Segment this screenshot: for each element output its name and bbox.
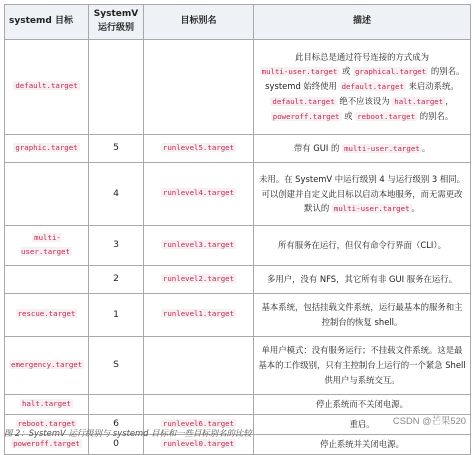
target-name: multi-user.target (21, 233, 70, 256)
description-text: 基本系统，包括挂载文件系统，运行最基本的服务和主控制台的恢复 shell。 (261, 302, 463, 327)
cell-target-alias (144, 135, 254, 163)
cell-runlevel: 6 (89, 415, 144, 435)
inline-target-code: default.target (272, 97, 335, 107)
cell-systemd-target (5, 40, 89, 135)
alias-name: runlevel1.target (162, 309, 235, 319)
watermark: CSDN @芒果520 (392, 415, 466, 426)
header-description: 描述 (254, 5, 471, 40)
cell-target-alias (144, 163, 254, 226)
inline-target-code: multi-user.target (333, 204, 410, 214)
cell-runlevel (89, 395, 144, 415)
inline-target-code: halt.target (394, 97, 444, 107)
table-row (5, 395, 471, 415)
table-row (5, 135, 471, 163)
target-name: halt.target (22, 398, 71, 408)
description-text: 停止系统并关闭电源。 (320, 439, 404, 450)
description-text: ， (445, 96, 454, 107)
description-text: 单用户模式：没有服务运行；不挂载文件系统。这是最基本的工作级别，只有主控制台上运行的一个紧急 Shell 供用户与系统交互。 (258, 345, 466, 385)
description-text: 的别名。 (417, 111, 454, 122)
header-systemv-runlevel: SystemV 运行级别 (89, 5, 144, 40)
target-name: emergency.target (11, 359, 83, 369)
description-text: 此目标总是通过符号连接的方式成为 (295, 51, 429, 62)
target-name: reboot.target (17, 418, 76, 428)
inline-target-code: default.target (341, 82, 404, 92)
alias-name: runlevel4.target (162, 188, 235, 198)
header-target-alias: 目标别名 (144, 5, 254, 40)
cell-runlevel: S (89, 337, 144, 395)
cell-target-alias (144, 395, 254, 415)
description-text: 或 (339, 66, 353, 77)
cell-runlevel: 4 (89, 163, 144, 226)
description-text: 带有 GUI 的 (293, 143, 343, 154)
inline-target-code: poweroff.target (272, 112, 340, 122)
cell-systemd-target (5, 294, 89, 337)
target-name: graphic.target (15, 142, 78, 152)
comparison-table (4, 4, 471, 455)
alias-name: runlevel5.target (162, 142, 235, 152)
description-text: 或 (341, 111, 356, 122)
table-row (5, 266, 471, 294)
cell-target-alias (144, 40, 254, 135)
cell-runlevel: 1 (89, 294, 144, 337)
description-text: 。 (411, 203, 420, 214)
target-name: poweroff.target (13, 438, 80, 448)
header-systemd-target: systemd 目标 (5, 5, 89, 40)
cell-target-alias (144, 266, 254, 294)
alias-name: runlevel6.target (162, 418, 235, 428)
description-text: 所有服务在运行，但仅有命令行界面（CLI）。 (278, 240, 446, 251)
cell-runlevel (89, 40, 144, 135)
description-text: 未用。在 SystemV 中运行级别 4 与运行级别 3 相同。可以创建并自定义此目标以启动本地服务，而无需更改默认的 (259, 173, 465, 214)
cell-runlevel: 0 (89, 435, 144, 455)
target-name: rescue.target (17, 309, 76, 319)
cell-description (254, 135, 471, 163)
target-name: default.target (15, 81, 78, 91)
cell-runlevel: 3 (89, 226, 144, 266)
cell-description (254, 266, 471, 294)
cell-systemd-target (5, 395, 89, 415)
cell-runlevel: 5 (89, 135, 144, 163)
cell-systemd-target (5, 226, 89, 266)
cell-runlevel: 2 (89, 266, 144, 294)
table-header-row (5, 5, 471, 40)
table-body (5, 40, 471, 455)
description-text: 来启动系统。 (405, 81, 459, 92)
cell-systemd-target (5, 163, 89, 226)
description-text: 重启。 (349, 419, 375, 430)
cell-description (254, 40, 471, 135)
alias-name: runlevel3.target (162, 239, 235, 249)
alias-name: runlevel0.target (162, 438, 235, 448)
description-text: 停止系统而不关闭电源。 (315, 399, 409, 410)
cell-description (254, 395, 471, 415)
inline-target-code: multi-user.target (344, 144, 420, 154)
cell-systemd-target (5, 266, 89, 294)
description-text: 的别名。systemd 始终使用 (265, 66, 465, 92)
cell-description (254, 226, 471, 266)
cell-target-alias (144, 337, 254, 395)
description-text: 多用户，没有 NFS，其它所有非 GUI 服务在运行。 (266, 274, 458, 285)
cell-systemd-target (5, 337, 89, 395)
inline-target-code: graphical.target (354, 67, 427, 77)
description-text: 绝不应该设为 (336, 96, 393, 107)
cell-description (254, 163, 471, 226)
alias-name: runlevel2.target (162, 273, 235, 283)
inline-target-code: multi-user.target (261, 67, 338, 77)
table-row (5, 163, 471, 226)
description-text: 。 (421, 143, 431, 154)
table-row (5, 294, 471, 337)
cell-description (254, 435, 471, 455)
inline-target-code: reboot.target (357, 112, 416, 122)
cell-description (254, 294, 471, 337)
table-row (5, 226, 471, 266)
cell-target-alias (144, 226, 254, 266)
cell-target-alias (144, 294, 254, 337)
figure-caption: 图 2：SystemV 运行级别与 systemd 目标和一些目标别名的比较 (4, 428, 252, 438)
table-row (5, 337, 471, 395)
cell-description (254, 337, 471, 395)
cell-systemd-target (5, 135, 89, 163)
table-row (5, 40, 471, 135)
